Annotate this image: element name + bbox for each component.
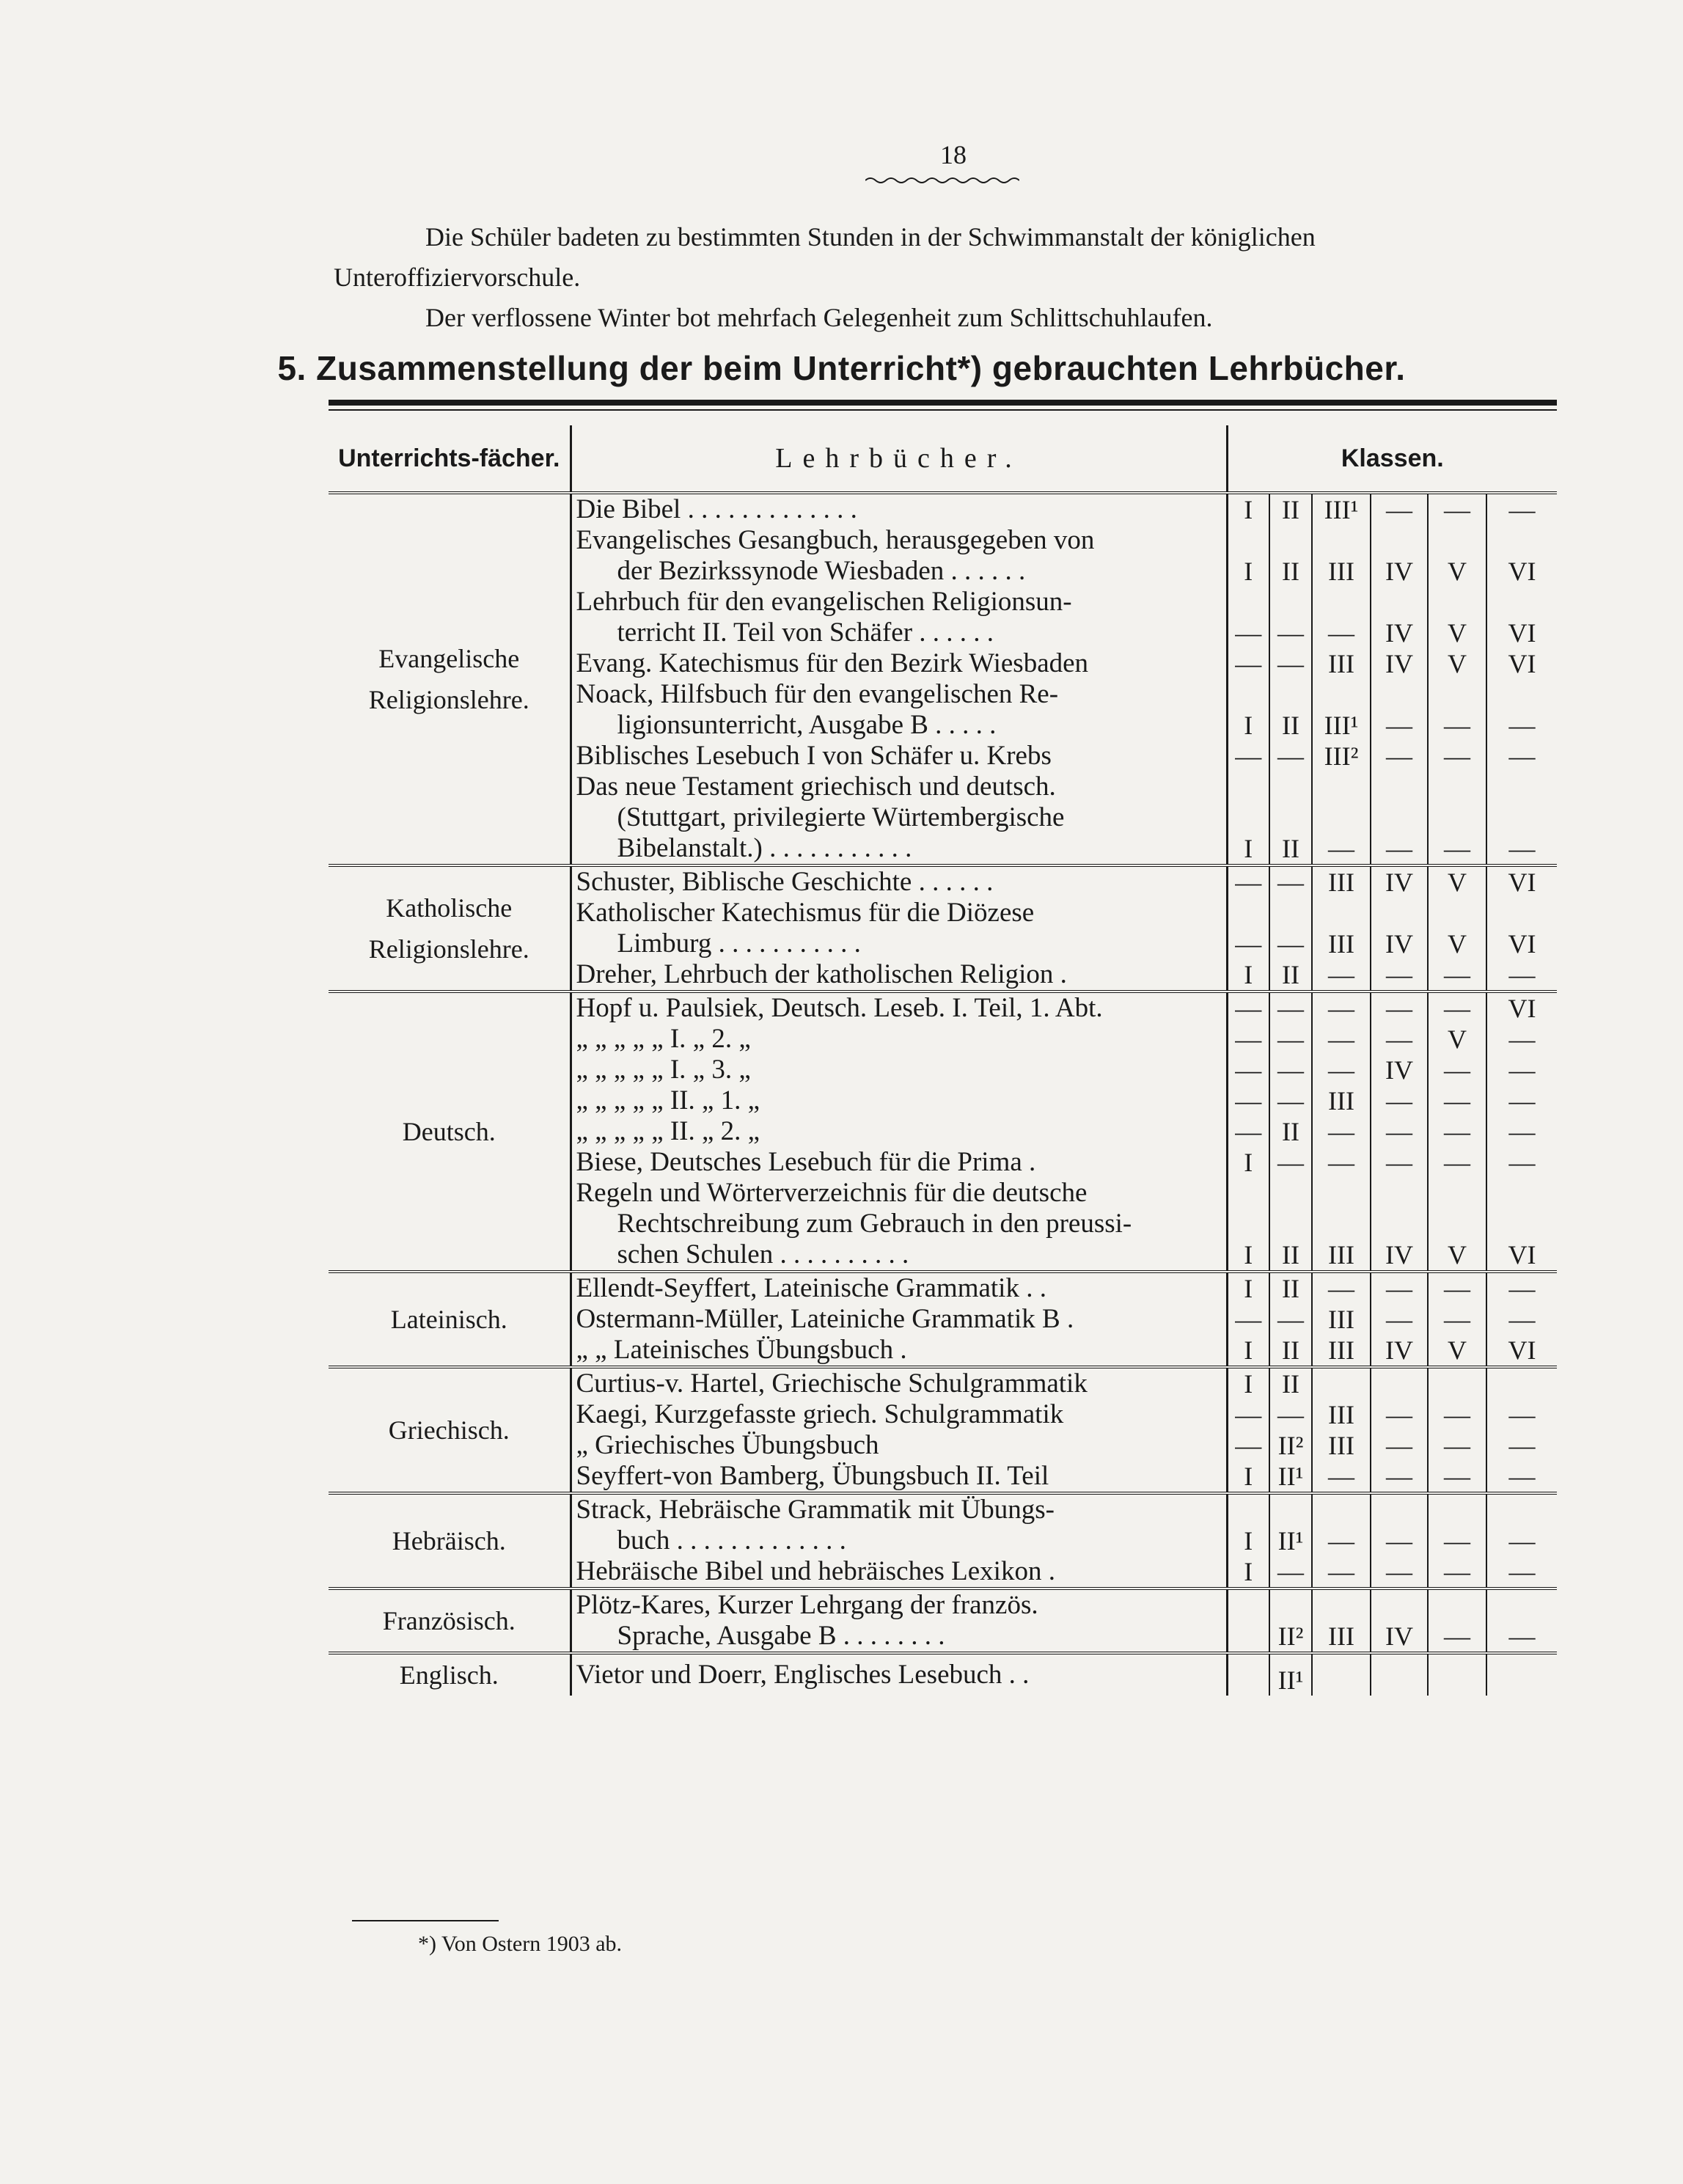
book-cell [571, 992, 1227, 1024]
class-cell: VI [1486, 1335, 1557, 1367]
class-cell: — [1486, 1399, 1557, 1430]
class-cell: — [1227, 1055, 1269, 1085]
class-cell [1428, 1653, 1486, 1696]
book-cell [571, 1055, 1227, 1085]
class-cell: V [1428, 1178, 1486, 1272]
class-cell [1486, 1653, 1557, 1696]
class-cell: — [1428, 1272, 1486, 1304]
class-cell: V [1428, 1335, 1486, 1367]
class-cell [1312, 1653, 1371, 1696]
class-cell: IV [1371, 525, 1428, 587]
subject-cell: Französisch. [329, 1588, 571, 1653]
subject-cell: Englisch. [329, 1653, 571, 1696]
class-cell: — [1428, 1493, 1486, 1556]
book-line: Regeln und Wörterverzeichnis für die deutsche [576, 1178, 1088, 1208]
paragraph-2: Unteroffiziervorschule. [334, 263, 581, 292]
class-cell: III [1312, 1304, 1371, 1335]
table-row [329, 1588, 1557, 1653]
class-cell: — [1227, 1116, 1269, 1147]
book-line: Hebräische Bibel und hebräisches Lexikon . [576, 1556, 1055, 1586]
class-cell: II [1269, 525, 1312, 587]
book-line: „ „ „ „ „ II. „ 1. „ [576, 1085, 760, 1115]
class-cell: I [1227, 772, 1269, 865]
subject-cell: Griechisch. [329, 1367, 571, 1493]
class-cell: III [1312, 1399, 1371, 1430]
class-cell: — [1428, 1399, 1486, 1430]
class-cell: II [1269, 1367, 1312, 1399]
header-subject: Unterrichts-fächer. [329, 425, 571, 493]
class-cell: — [1371, 1024, 1428, 1055]
class-cell: II [1269, 772, 1312, 865]
class-cell: III [1312, 1430, 1371, 1461]
book-line: Kaegi, Kurzgefasste griech. Schulgrammatik [576, 1399, 1064, 1429]
book-line: Limburg . . . . . . . . . . . [617, 928, 861, 959]
book-cell [571, 1493, 1227, 1556]
book-cell [571, 1653, 1227, 1696]
book-line: Seyffert-von Bamberg, Übungsbuch II. Teil [576, 1461, 1049, 1491]
class-cell: — [1486, 1024, 1557, 1055]
footnote: *) Von Ostern 1903 ab. [418, 1932, 623, 1956]
book-line: Biblisches Lesebuch I von Schäfer u. Krebs [576, 741, 1052, 771]
class-cell: — [1312, 992, 1371, 1024]
class-cell: — [1428, 1588, 1486, 1653]
class-cell: III¹ [1312, 679, 1371, 741]
book-line: Biese, Deutsches Lesebuch für die Prima . [576, 1147, 1036, 1177]
class-cell [1428, 1367, 1486, 1399]
class-cell: IV [1371, 1055, 1428, 1085]
book-cell [571, 1085, 1227, 1116]
class-cell: — [1312, 587, 1371, 648]
class-cell: — [1428, 1304, 1486, 1335]
class-cell: I [1227, 493, 1269, 525]
class-cell: III² [1312, 741, 1371, 772]
class-cell: II² [1269, 1588, 1312, 1653]
class-cell [1312, 1367, 1371, 1399]
subject-cell: Hebräisch. [329, 1493, 571, 1588]
class-cell: — [1227, 648, 1269, 679]
class-cell: — [1371, 1272, 1428, 1304]
class-cell: — [1486, 1430, 1557, 1461]
class-cell: — [1269, 1024, 1312, 1055]
table-row [329, 1653, 1557, 1696]
class-cell: I [1227, 1556, 1269, 1588]
class-cell: — [1227, 865, 1269, 898]
class-cell: — [1227, 741, 1269, 772]
class-cell: — [1371, 1304, 1428, 1335]
book-cell [571, 1588, 1227, 1653]
class-cell: — [1269, 1399, 1312, 1430]
class-cell: VI [1486, 898, 1557, 959]
class-cell: — [1486, 493, 1557, 525]
class-cell: — [1371, 1461, 1428, 1493]
book-line: „ „ „ „ „ I. „ 3. „ [576, 1055, 751, 1085]
class-cell: II¹ [1269, 1461, 1312, 1493]
class-cell: III [1312, 1335, 1371, 1367]
book-cell [571, 587, 1227, 648]
class-cell: — [1312, 1556, 1371, 1588]
class-cell: — [1486, 959, 1557, 992]
book-line: Ostermann-Müller, Lateiniche Grammatik B . [576, 1304, 1074, 1334]
book-cell [571, 1147, 1227, 1178]
class-cell: — [1312, 1272, 1371, 1304]
class-cell: — [1312, 1055, 1371, 1085]
class-cell: IV [1371, 587, 1428, 648]
table-row [329, 493, 1557, 525]
class-cell: — [1428, 741, 1486, 772]
class-cell: — [1312, 772, 1371, 865]
class-cell: II [1269, 679, 1312, 741]
class-cell: — [1269, 1147, 1312, 1178]
class-cell: VI [1486, 525, 1557, 587]
class-cell: I [1227, 1178, 1269, 1272]
class-cell: III [1312, 1178, 1371, 1272]
book-cell [571, 772, 1227, 865]
book-line: Rechtschreibung zum Gebrauch in den preussi- [617, 1209, 1132, 1239]
page-number: 18 [940, 140, 967, 169]
book-line: „ „ „ „ „ I. „ 2. „ [576, 1024, 751, 1054]
book-line: Curtius-v. Hartel, Griechische Schulgrammatik [576, 1368, 1088, 1399]
class-cell [1227, 1588, 1269, 1653]
book-line: Vietor und Doerr, Englisches Lesebuch . . [576, 1660, 1030, 1690]
book-cell [571, 1178, 1227, 1272]
class-cell: — [1269, 1085, 1312, 1116]
class-cell: II [1269, 959, 1312, 992]
class-cell: III [1312, 898, 1371, 959]
book-line: Evang. Katechismus für den Bezirk Wiesbaden [576, 648, 1089, 678]
class-cell: — [1269, 1304, 1312, 1335]
class-cell: — [1428, 493, 1486, 525]
class-cell: — [1486, 1147, 1557, 1178]
class-cell [1486, 1367, 1557, 1399]
class-cell: — [1428, 1556, 1486, 1588]
class-cell: — [1371, 741, 1428, 772]
class-cell: II [1269, 1116, 1312, 1147]
book-line: Evangelisches Gesangbuch, herausgegeben von [576, 525, 1095, 555]
class-cell: — [1486, 1556, 1557, 1588]
book-cell [571, 1304, 1227, 1335]
class-cell [1371, 1367, 1428, 1399]
book-line: Die Bibel . . . . . . . . . . . . . [576, 494, 857, 524]
class-cell: — [1312, 1116, 1371, 1147]
class-cell: — [1371, 493, 1428, 525]
book-line: „ Griechisches Übungsbuch [576, 1430, 879, 1460]
class-cell: — [1428, 1116, 1486, 1147]
class-cell: — [1227, 1024, 1269, 1055]
class-cell: — [1269, 741, 1312, 772]
book-cell [571, 1024, 1227, 1055]
class-cell: — [1486, 1304, 1557, 1335]
class-cell: — [1486, 1116, 1557, 1147]
class-cell: — [1486, 679, 1557, 741]
class-cell: — [1371, 772, 1428, 865]
book-line: Bibelanstalt.) . . . . . . . . . . . [617, 833, 912, 863]
book-line: „ „ Lateinisches Übungsbuch . [576, 1335, 907, 1365]
class-cell: I [1227, 1461, 1269, 1493]
class-cell: — [1312, 1024, 1371, 1055]
class-cell: II [1269, 493, 1312, 525]
class-cell: — [1371, 1556, 1428, 1588]
book-cell [571, 865, 1227, 898]
table-row [329, 1367, 1557, 1399]
class-cell: I [1227, 959, 1269, 992]
subject-cell: Deutsch. [329, 992, 571, 1272]
table-row [329, 992, 1557, 1024]
class-cell: VI [1486, 587, 1557, 648]
book-line: terricht II. Teil von Schäfer . . . . . . [617, 618, 994, 648]
book-cell [571, 1399, 1227, 1430]
book-cell [571, 493, 1227, 525]
class-cell: — [1371, 1493, 1428, 1556]
subject-cell: Evangelische Religionslehre. [329, 493, 571, 865]
book-line: der Bezirkssynode Wiesbaden . . . . . . [617, 556, 1026, 586]
book-line: Noack, Hilfsbuch für den evangelischen Re- [576, 679, 1059, 709]
class-cell: — [1227, 898, 1269, 959]
class-cell [1371, 1653, 1428, 1696]
class-cell: — [1227, 1304, 1269, 1335]
class-cell: III¹ [1312, 493, 1371, 525]
book-cell [571, 1556, 1227, 1588]
book-cell [571, 525, 1227, 587]
class-cell: V [1428, 898, 1486, 959]
book-line: Dreher, Lehrbuch der katholischen Religion . [576, 959, 1067, 989]
class-cell: — [1269, 1556, 1312, 1588]
book-line: Strack, Hebräische Grammatik mit Übungs- [576, 1495, 1055, 1525]
class-cell: — [1371, 1085, 1428, 1116]
class-cell: II [1269, 1335, 1312, 1367]
paragraph-1: Die Schüler badeten zu bestimmten Stunden in der Schwimmanstalt der königlichen [425, 222, 1316, 252]
class-cell: I [1227, 1493, 1269, 1556]
subject-cell: Lateinisch. [329, 1272, 571, 1367]
section-heading: 5. Zusammenstellung der beim Unterricht*) gebrauchten Lehrbücher. [277, 349, 1406, 387]
class-cell: — [1312, 1147, 1371, 1178]
book-line: buch . . . . . . . . . . . . . [617, 1525, 846, 1555]
class-cell: IV [1371, 865, 1428, 898]
class-cell: II¹ [1269, 1653, 1312, 1696]
wavy-rule [865, 176, 1019, 185]
class-cell: I [1227, 525, 1269, 587]
book-cell [571, 1272, 1227, 1304]
class-cell: I [1227, 679, 1269, 741]
class-cell: — [1428, 959, 1486, 992]
book-cell [571, 679, 1227, 741]
book-cell [571, 1367, 1227, 1399]
class-cell: — [1227, 992, 1269, 1024]
class-cell: — [1486, 1461, 1557, 1493]
book-line: Ellendt-Seyffert, Lateinische Grammatik . . [576, 1273, 1046, 1303]
class-cell: I [1227, 1147, 1269, 1178]
class-cell: V [1428, 648, 1486, 679]
book-line: Hopf u. Paulsiek, Deutsch. Leseb. I. Teil, 1. Abt. [576, 993, 1103, 1023]
class-cell: VI [1486, 992, 1557, 1024]
class-cell: — [1269, 898, 1312, 959]
book-line: „ „ „ „ „ II. „ 2. „ [576, 1116, 760, 1146]
book-line: Schuster, Biblische Geschichte . . . . . . [576, 867, 994, 897]
class-cell: — [1371, 1147, 1428, 1178]
table-row [329, 1272, 1557, 1304]
heading-rule-thick [329, 400, 1557, 406]
class-cell: IV [1371, 1588, 1428, 1653]
book-cell [571, 648, 1227, 679]
class-cell: IV [1371, 898, 1428, 959]
class-cell: — [1269, 992, 1312, 1024]
class-cell: IV [1371, 648, 1428, 679]
class-cell [1227, 1653, 1269, 1696]
class-cell: — [1486, 1085, 1557, 1116]
class-cell: II¹ [1269, 1493, 1312, 1556]
class-cell: — [1371, 992, 1428, 1024]
book-line: Lehrbuch für den evangelischen Religionsun- [576, 587, 1072, 617]
class-cell: — [1269, 865, 1312, 898]
class-cell: — [1312, 1493, 1371, 1556]
class-cell: — [1428, 1147, 1486, 1178]
class-cell: — [1428, 1461, 1486, 1493]
class-cell: — [1269, 1055, 1312, 1085]
class-cell: III [1312, 865, 1371, 898]
book-line: Das neue Testament griechisch und deutsch. [576, 772, 1056, 802]
class-cell: — [1371, 1430, 1428, 1461]
class-cell: III [1312, 1588, 1371, 1653]
class-cell: II [1269, 1178, 1312, 1272]
book-line: ligionsunterricht, Ausgabe B . . . . . [617, 710, 997, 740]
class-cell: — [1227, 1085, 1269, 1116]
class-cell: — [1486, 1055, 1557, 1085]
subject-cell: Katholische Religionslehre. [329, 865, 571, 992]
class-cell: — [1428, 1085, 1486, 1116]
class-cell: — [1312, 1461, 1371, 1493]
class-cell: I [1227, 1272, 1269, 1304]
book-line: Plötz-Kares, Kurzer Lehrgang der französ. [576, 1590, 1038, 1620]
paragraph-3: Der verflossene Winter bot mehrfach Gelegenheit zum Schlittschuhlaufen. [425, 303, 1213, 332]
class-cell: III [1312, 525, 1371, 587]
class-cell: — [1428, 772, 1486, 865]
book-line: Katholischer Katechismus für die Diözese [576, 898, 1035, 928]
class-cell: — [1371, 1116, 1428, 1147]
class-cell: — [1486, 741, 1557, 772]
class-cell: — [1371, 1399, 1428, 1430]
book-cell [571, 1430, 1227, 1461]
class-cell: — [1371, 959, 1428, 992]
book-line: Sprache, Ausgabe B . . . . . . . . [617, 1621, 945, 1651]
header-books: Lehrbücher. [571, 425, 1227, 493]
table-row [329, 1493, 1557, 1556]
class-cell: — [1428, 1430, 1486, 1461]
class-cell: — [1227, 1399, 1269, 1430]
class-cell: V [1428, 525, 1486, 587]
class-cell: I [1227, 1367, 1269, 1399]
class-cell: IV [1371, 1335, 1428, 1367]
class-cell: — [1269, 648, 1312, 679]
book-line: (Stuttgart, privilegierte Würtembergische [617, 802, 1065, 832]
class-cell: V [1428, 587, 1486, 648]
class-cell: — [1428, 1055, 1486, 1085]
book-line: schen Schulen . . . . . . . . . . [617, 1239, 909, 1269]
class-cell: — [1486, 1588, 1557, 1653]
footnote-rule [352, 1920, 499, 1921]
class-cell: II² [1269, 1430, 1312, 1461]
class-cell: III [1312, 648, 1371, 679]
class-cell: VI [1486, 865, 1557, 898]
book-cell [571, 1461, 1227, 1493]
textbook-table [329, 425, 1557, 1696]
class-cell: VI [1486, 1178, 1557, 1272]
class-cell: — [1486, 1493, 1557, 1556]
book-cell [571, 741, 1227, 772]
class-cell: — [1428, 679, 1486, 741]
book-cell [571, 959, 1227, 992]
class-cell: II [1269, 1272, 1312, 1304]
heading-rule-thin [329, 409, 1557, 411]
class-cell: V [1428, 1024, 1486, 1055]
class-cell: — [1428, 992, 1486, 1024]
class-cell: — [1227, 1430, 1269, 1461]
class-cell: VI [1486, 648, 1557, 679]
book-cell [571, 1116, 1227, 1147]
class-cell: — [1227, 587, 1269, 648]
class-cell: V [1428, 865, 1486, 898]
class-cell: — [1486, 772, 1557, 865]
class-cell: — [1312, 959, 1371, 992]
class-cell: — [1371, 679, 1428, 741]
class-cell: — [1486, 1272, 1557, 1304]
class-cell: III [1312, 1085, 1371, 1116]
header-classes: Klassen. [1227, 425, 1557, 493]
book-cell [571, 1335, 1227, 1367]
class-cell: I [1227, 1335, 1269, 1367]
class-cell: IV [1371, 1178, 1428, 1272]
table-row [329, 865, 1557, 898]
book-cell [571, 898, 1227, 959]
class-cell: — [1269, 587, 1312, 648]
